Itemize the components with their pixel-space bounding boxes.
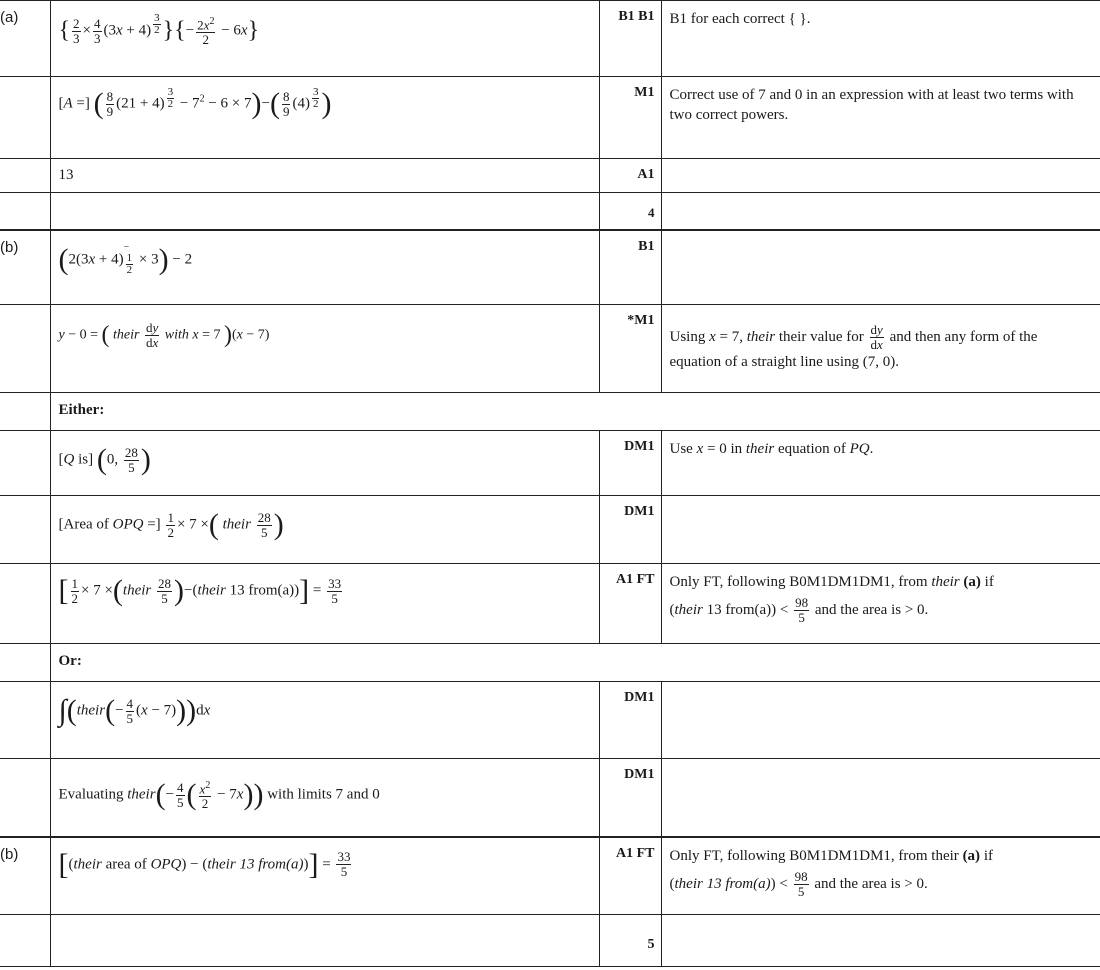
table-row [0, 496, 1100, 564]
table-row [0, 837, 1100, 915]
table-row [0, 393, 1100, 431]
mark-cell: DM1 [599, 431, 661, 496]
mark-cell: A1 [599, 159, 661, 193]
mark-cell: DM1 [599, 496, 661, 564]
table-row [0, 915, 1100, 967]
table-row [0, 77, 1100, 159]
working-cell: [A =] ( $\frac{8}{9}$ (21 + 4) $\frac{3}{2}$ − $7^2 - 6 \times 7)-$( $\frac{8}{9}$ (4) $\frac{3}{2}$ ) [50, 77, 599, 159]
part-label: (b) [0, 230, 50, 305]
table-row [0, 230, 1100, 305]
working-cell: 13 [50, 159, 599, 193]
guidance-cell: Using x = 7, their their value for $\frac{dy}{dx}$ and then any form of the equation of a straight line using (7, 0). [661, 305, 1100, 393]
mark-cell: M1 [599, 77, 661, 159]
mark-cell: *M1 [599, 305, 661, 393]
working-cell: [ $\frac{1}{2}$ × 7 ×(their $\frac{28}{5}$ )−(their 13 from(a))] = $\frac{33}{5}$ [50, 564, 599, 644]
mark-cell: DM1 [599, 759, 661, 837]
guidance-cell: B1 for each correct { }. [661, 1, 1100, 77]
guidance-cell: Only FT, following B0M1DM1DM1, from their (a) if (their 13 from(a)) < $\frac{98}{5}$ and the area is > 0. [661, 564, 1100, 644]
mark-cell: B1 [599, 230, 661, 305]
table-row [0, 431, 1100, 496]
working-cell: Evaluating their(− $\frac{4}{5}$ ( $\frac{x^2}{2}$ − 7x)) with limits 7 and 0 [50, 759, 599, 837]
mark-cell: A1 FT [599, 564, 661, 644]
either-heading: Either: [50, 393, 1100, 431]
total-mark: 5 [599, 915, 661, 967]
mark-cell: A1 FT [599, 837, 661, 915]
table-row [0, 193, 1100, 230]
table-row [0, 1, 1100, 77]
working-cell: [Q is] (0, $\frac{28}{5}$ ) [50, 431, 599, 496]
or-heading: Or: [50, 644, 1100, 682]
mark-cell: DM1 [599, 682, 661, 759]
table-row [0, 564, 1100, 644]
part-label: (b) [0, 837, 50, 915]
table-row [0, 759, 1100, 837]
working-cell: (2(3x + 4)− $\frac{1}{2}$ × 3) − 2 [50, 230, 599, 305]
part-label: (a) [0, 1, 50, 77]
total-mark: 4 [599, 193, 661, 230]
guidance-cell: Correct use of 7 and 0 in an expression with at least two terms with two correct powers. [661, 77, 1100, 159]
working-cell: ∫(their(− $\frac{4}{5}$ (x − 7)))dx [50, 682, 599, 759]
working-cell: { $\frac{2}{3}$ × $\frac{4}{3}$ (3x + 4) $\frac{3}{2}$ }{− $\frac{2x^2}{2}$ − 6x} [50, 1, 599, 77]
working-cell: [Area of OPQ =] $\frac{1}{2}$ × 7 ×( their $\frac{28}{5}$ ) [50, 496, 599, 564]
guidance-cell: Use x = 0 in their equation of PQ. [661, 431, 1100, 496]
table-row [0, 305, 1100, 393]
mark-cell: B1 B1 [599, 1, 661, 77]
table-row [0, 682, 1100, 759]
table-row [0, 644, 1100, 682]
working-cell: y − 0 = ( their $\frac{dy}{dx}$ with x = 7 )(x − 7) [50, 305, 599, 393]
working-cell: [(their area of OPQ) − (their 13 from(a))] = $\frac{33}{5}$ [50, 837, 599, 915]
guidance-cell: Only FT, following B0M1DM1DM1, from their (a) if (their 13 from(a)) < $\frac{98}{5}$ and the area is > 0. [661, 837, 1100, 915]
table-row [0, 159, 1100, 193]
